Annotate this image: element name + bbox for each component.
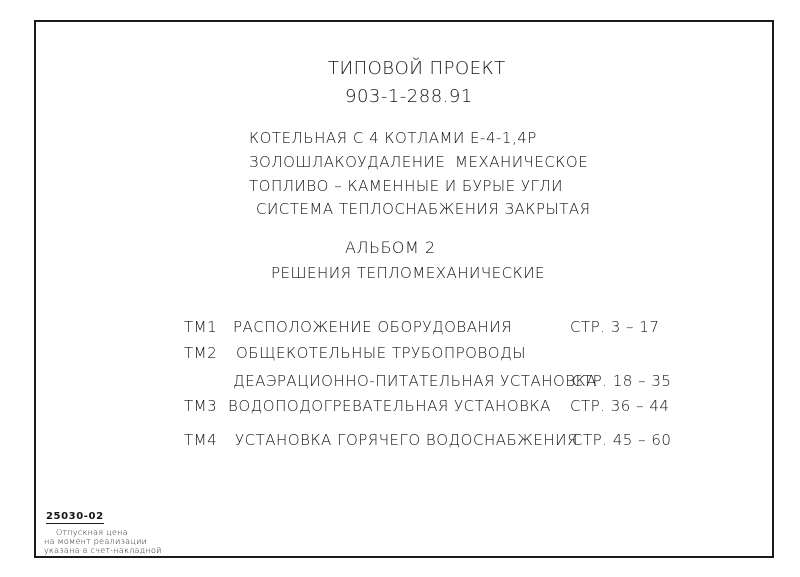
contents-title2-tm2: ДЕАЭРАЦИОННО-ПИТАТЕЛЬНАЯ УСТАНОВКА [233,372,597,390]
contents-title-tm2: ОБЩЕКОТЕЛЬНЫЕ ТРУБОПРОВОДЫ [236,344,526,362]
price-note-line2: на момент реализации [44,537,148,546]
heating-system-description: СИСТЕМА ТЕПЛОСНАБЖЕНИЯ ЗАКРЫТАЯ [256,200,591,218]
boiler-description: КОТЕЛЬНАЯ С 4 КОТЛАМИ Е-4-1,4Р [249,129,537,147]
contents-code-tm3: ТМ3 [184,397,218,415]
contents-pages-tm2: СТР. 18 – 35 [572,372,672,390]
ash-removal-label: ЗОЛОШЛАКОУДАЛЕНИЕ [249,153,446,171]
contents-title-tm3: ВОДОПОДОГРЕВАТЕЛЬНАЯ УСТАНОВКА [228,397,551,415]
fuel-description: ТОПЛИВО – КАМЕННЫЕ И БУРЫЕ УГЛИ [249,177,563,195]
contents-pages-tm3: СТР. 36 – 44 [570,397,670,415]
contents-code-tm1: ТМ1 [184,318,218,336]
project-number: 903-1-288.91 [345,86,473,107]
project-type: ТИПОВОЙ ПРОЕКТ [328,58,506,79]
album-title: АЛЬБОМ 2 [345,238,436,257]
contents-title-tm1: РАСПОЛОЖЕНИЕ ОБОРУДОВАНИЯ [233,318,513,336]
document-code: 25030-02 [46,511,104,522]
contents-pages-tm1: СТР. 3 – 17 [570,318,660,336]
album-subtitle: РЕШЕНИЯ ТЕПЛОМЕХАНИЧЕСКИЕ [271,264,546,282]
contents-pages-tm4: СТР. 45 – 60 [572,431,672,449]
price-note-line1: Отпускная цена [56,528,128,537]
contents-title-tm4: УСТАНОВКА ГОРЯЧЕГО ВОДОСНАБЖЕНИЯ [235,431,578,449]
contents-code-tm4: ТМ4 [184,431,218,449]
price-note-line3: указана в счет-накладной [44,546,162,555]
contents-code-tm2: ТМ2 [184,344,218,362]
ash-removal-type: МЕХАНИЧЕСКОЕ [455,153,589,171]
